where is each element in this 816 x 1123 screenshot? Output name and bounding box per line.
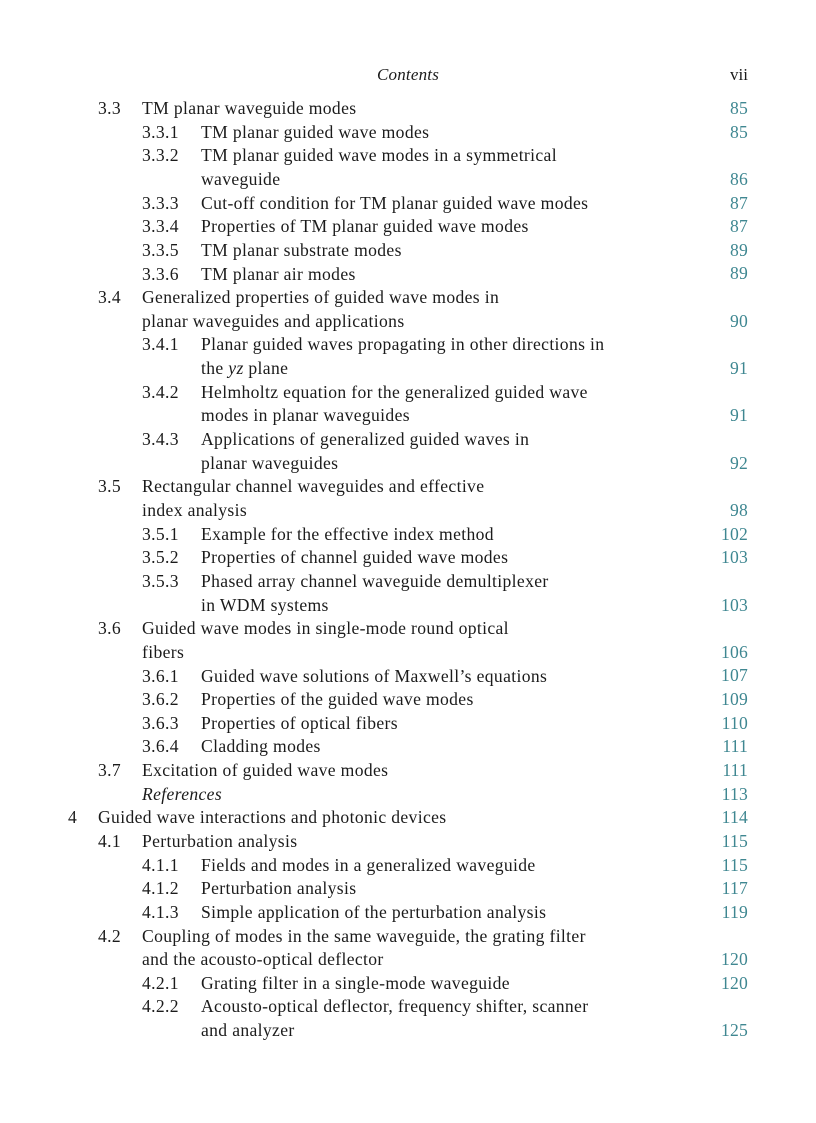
toc-entry-title (142, 617, 509, 664)
toc-entry-number: 3.3.2 (142, 145, 179, 166)
toc-entry-page-number[interactable]: 91 (730, 358, 748, 379)
toc-entry-title-continuation: planar waveguides (201, 452, 339, 473)
toc-entry-number: 3.6.3 (142, 712, 179, 733)
toc-entry-title-line: Cut-off condition for TM planar guided wave modes (201, 192, 589, 213)
toc-entry[interactable] (0, 570, 816, 617)
running-header (0, 64, 816, 86)
toc-entry-title (142, 97, 356, 121)
toc-entry[interactable] (0, 475, 816, 522)
toc-entry-title-line: TM planar substrate modes (201, 239, 402, 260)
toc-entry-number: 3.5.1 (142, 523, 179, 544)
toc-entry-title-line: Guided wave interactions and photonic devices (98, 807, 447, 828)
toc-entry-number: 4.1.1 (142, 854, 179, 875)
toc-entry-page-number[interactable]: 87 (730, 192, 748, 213)
toc-entry-title-line: Rectangular channel waveguides and effective (142, 476, 485, 497)
toc-entry-page-number[interactable]: 102 (721, 523, 748, 544)
toc-entry-number: 4.2.2 (142, 996, 179, 1017)
toc-entry[interactable] (0, 546, 816, 570)
toc-entry-page-number[interactable]: 113 (721, 783, 748, 804)
toc-entry[interactable] (0, 239, 816, 263)
toc-entry-title-line: Perturbation analysis (142, 830, 298, 851)
toc-entry-title-line: References (142, 783, 223, 804)
toc-entry[interactable] (0, 925, 816, 972)
toc-entry-title-continuation: index analysis (142, 499, 248, 520)
toc-entry-page-number[interactable]: 114 (721, 807, 748, 828)
toc-entry[interactable] (0, 830, 816, 854)
toc-entry-page-number[interactable]: 120 (721, 949, 748, 970)
toc-entry-title-line: Excitation of guided wave modes (142, 760, 389, 781)
toc-entry-page-number[interactable]: 107 (721, 665, 748, 686)
toc-entry-title-line: Perturbation analysis (201, 878, 357, 899)
toc-entry-page-number[interactable]: 89 (730, 263, 748, 284)
toc-entry-page-number[interactable]: 106 (721, 641, 748, 662)
toc-entry-title (201, 901, 546, 925)
toc-entry-number: 4.2.1 (142, 972, 179, 993)
toc-entry-title (142, 759, 388, 783)
toc-entry[interactable] (0, 877, 816, 901)
toc-entry-page-number[interactable]: 86 (730, 168, 748, 189)
toc-entry-number: 3.6.4 (142, 736, 179, 757)
toc-entry-number: 3.6.2 (142, 689, 179, 710)
toc-entry[interactable] (0, 759, 816, 783)
toc-entry-page-number[interactable]: 110 (721, 712, 748, 733)
toc-entry-page-number[interactable]: 109 (721, 689, 748, 710)
toc-entry-title-line: TM planar guided wave modes (201, 121, 430, 142)
toc-entry-title-continuation: modes in planar waveguides (201, 405, 410, 426)
toc-entry-title-continuation: planar waveguides and applications (142, 310, 405, 331)
toc-entry-title-line: Coupling of modes in the same waveguide, the grating filter (142, 925, 586, 946)
title-text: plane (243, 358, 289, 379)
toc-entry-page-number[interactable]: 125 (721, 1020, 748, 1041)
toc-entry-number: 4.2 (98, 925, 122, 946)
toc-entry-number: 4.1.3 (142, 901, 179, 922)
toc-entry-number: 3.4.3 (142, 429, 179, 450)
toc-entry-title (201, 523, 494, 547)
toc-entry-title (201, 263, 356, 287)
toc-entry[interactable] (0, 381, 816, 428)
toc-entry-title (201, 735, 321, 759)
toc-entry-page-number[interactable]: 85 (730, 121, 748, 142)
toc-entry-title-line: Grating filter in a single-mode waveguide (201, 972, 510, 993)
toc-entry-title-continuation: and the acousto-optical deflector (142, 949, 384, 970)
toc-entry[interactable] (0, 286, 816, 333)
toc-entry[interactable] (0, 688, 816, 712)
toc-entry-title (201, 121, 429, 145)
toc-entry-title (201, 972, 510, 996)
toc-entry-title-line: Guided wave modes in single-mode round optical (142, 618, 509, 639)
toc-entry-title-line: Properties of channel guided wave modes (201, 547, 509, 568)
toc-entry-title (142, 925, 586, 972)
toc-entry[interactable] (0, 617, 816, 664)
toc-entry-title-line: Guided wave solutions of Maxwell’s equations (201, 665, 548, 686)
toc-entry-title (201, 854, 536, 878)
toc-entry-number: 3.3.6 (142, 263, 179, 284)
toc-entry-title-continuation: waveguide (201, 168, 281, 189)
toc-entry-page-number[interactable]: 91 (730, 405, 748, 426)
toc-entry-number: 3.4.1 (142, 334, 179, 355)
toc-entry-title (201, 995, 588, 1042)
toc-entry-number: 3.6 (98, 618, 122, 639)
toc-entry-number: 3.3 (98, 98, 122, 118)
toc-entry-title-continuation: in WDM systems (201, 594, 329, 615)
toc-entry-title (201, 428, 529, 475)
toc-entry-page-number[interactable]: 115 (721, 830, 748, 851)
toc-entry[interactable] (0, 712, 816, 736)
toc-entry-title (142, 475, 484, 522)
toc-entry-page-number[interactable]: 111 (722, 760, 748, 781)
page-folio: vii (730, 65, 748, 84)
toc-entry-number: 4 (68, 807, 78, 828)
toc-entry-title (201, 688, 474, 712)
toc-entry-number: 3.3.1 (142, 121, 179, 142)
toc-entry-page-number[interactable]: 103 (721, 547, 748, 568)
toc-entry[interactable] (0, 121, 816, 145)
toc-entry-title (142, 783, 222, 807)
toc-entry-page-number[interactable]: 98 (730, 499, 748, 520)
toc-entry-title (201, 144, 557, 191)
toc-entry-page-number[interactable]: 92 (730, 452, 748, 473)
toc-entry-number: 3.6.1 (142, 665, 179, 686)
toc-entry-number: 3.3.5 (142, 239, 179, 260)
toc-entry-title (201, 570, 549, 617)
toc-entry[interactable] (0, 806, 816, 830)
toc-entry-title-line: Properties of the guided wave modes (201, 689, 474, 710)
toc-entry-title-line: Properties of optical fibers (201, 712, 398, 733)
toc-entry-number: 3.3.4 (142, 216, 179, 237)
toc-entry[interactable] (0, 972, 816, 996)
toc-entry-page-number[interactable]: 119 (721, 901, 748, 922)
toc-entry[interactable] (0, 192, 816, 216)
toc-entry-title-line: Planar guided waves propagating in other directions in (201, 334, 605, 355)
table-of-contents (0, 97, 816, 1043)
toc-entry[interactable] (0, 523, 816, 547)
toc-entry[interactable] (0, 428, 816, 475)
toc-entry[interactable] (0, 665, 816, 689)
title-text: the (201, 358, 229, 379)
toc-entry-title-continuation: and analyzer (201, 1020, 295, 1041)
toc-entry-title (98, 806, 446, 830)
toc-entry-page-number[interactable]: 90 (730, 310, 748, 331)
toc-entry-number: 3.5 (98, 476, 122, 497)
toc-entry-title-line: Helmholtz equation for the generalized guided wave (201, 381, 588, 402)
toc-entry[interactable] (0, 901, 816, 925)
toc-entry-title-line: Phased array channel waveguide demultiplexer (201, 570, 549, 591)
toc-entry-page-number[interactable]: 115 (721, 854, 748, 875)
toc-entry-number: 3.4 (98, 287, 122, 308)
toc-entry-title-line: Properties of TM planar guided wave modes (201, 216, 529, 237)
toc-entry-page-number[interactable]: 87 (730, 216, 748, 237)
toc-entry-title-line: TM planar guided wave modes in a symmetrical (201, 145, 557, 166)
toc-entry-number: 3.4.2 (142, 381, 179, 402)
toc-entry-page-number[interactable]: 120 (721, 972, 748, 993)
toc-entry-page-number[interactable]: 89 (730, 239, 748, 260)
toc-entry-number: 4.1 (98, 830, 122, 851)
toc-entry[interactable] (0, 263, 816, 287)
toc-entry-title (142, 830, 297, 854)
toc-entry-title (201, 546, 508, 570)
toc-entry-title-line: TM planar air modes (201, 263, 356, 284)
toc-entry-page-number[interactable]: 111 (722, 736, 748, 757)
toc-entry[interactable] (0, 854, 816, 878)
toc-entry-title-line: Applications of generalized guided waves in (201, 429, 530, 450)
toc-entry-number: 4.1.2 (142, 878, 179, 899)
toc-entry-number: 3.5.3 (142, 570, 179, 591)
toc-entry-title-line: Cladding modes (201, 736, 321, 757)
toc-entry-page-number[interactable]: 85 (730, 97, 748, 118)
toc-entry-title-continuation: fibers (142, 641, 185, 662)
toc-entry[interactable] (0, 144, 816, 191)
toc-entry-title (201, 665, 547, 689)
toc-entry-title (201, 215, 529, 239)
toc-entry-title (201, 333, 604, 380)
toc-entry-title (201, 712, 398, 736)
toc-entry[interactable] (0, 215, 816, 239)
toc-entry-title-line: Fields and modes in a generalized waveguide (201, 854, 536, 875)
toc-entry-title (142, 286, 499, 333)
toc-entry-title (201, 239, 402, 263)
toc-entry-title-line: Acousto-optical deflector, frequency shifter, scanner (201, 996, 589, 1017)
toc-entry-title (201, 381, 588, 428)
running-title: Contents (376, 65, 440, 84)
toc-entry-title (201, 192, 588, 216)
toc-entry[interactable] (0, 735, 816, 759)
toc-entry[interactable] (0, 783, 816, 807)
toc-entry-number: 3.3.3 (142, 192, 179, 213)
toc-entry-title-line: Example for the effective index method (201, 523, 494, 544)
toc-entry[interactable] (0, 97, 816, 121)
toc-entry-number: 3.7 (98, 760, 122, 781)
toc-entry-title-continuation (201, 357, 604, 381)
toc-entry-title-line: Generalized properties of guided wave modes in (142, 287, 500, 308)
italic-term: yz (228, 358, 244, 379)
toc-entry-title-line: Simple application of the perturbation analysis (201, 901, 547, 922)
toc-entry[interactable] (0, 333, 816, 380)
toc-entry[interactable] (0, 995, 816, 1042)
toc-entry-page-number[interactable]: 103 (721, 594, 748, 615)
toc-entry-page-number[interactable]: 117 (721, 878, 748, 899)
toc-entry-title-line: TM planar waveguide modes (142, 98, 357, 118)
toc-entry-title (201, 877, 356, 901)
toc-entry-number: 3.5.2 (142, 547, 179, 568)
